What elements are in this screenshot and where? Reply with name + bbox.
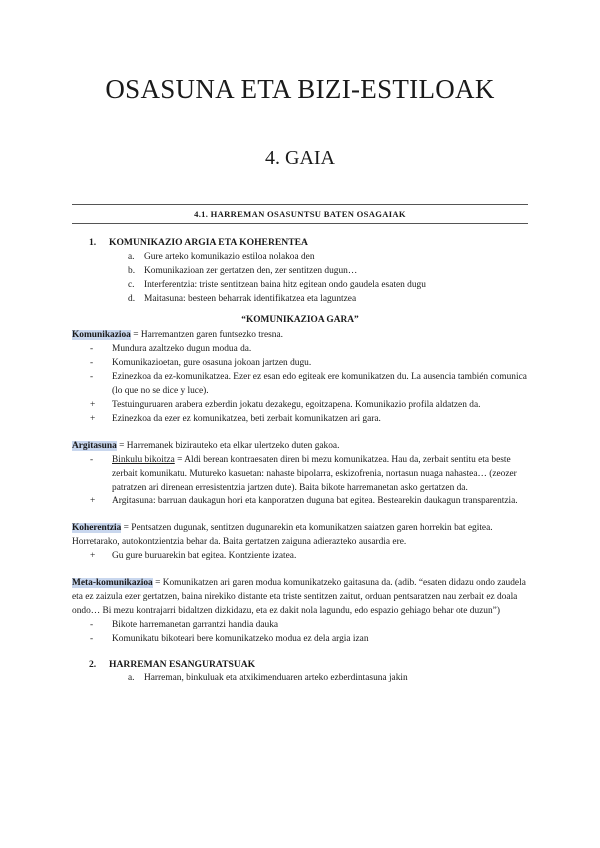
highlighted-term: Argitasuna	[72, 440, 117, 451]
komunikazioa-gara-heading: “KOMUNIKAZIOA GARA”	[241, 314, 359, 325]
underlined-term: Binkulu bikoitza	[112, 454, 175, 465]
heading-komunikazio-argia	[72, 236, 528, 250]
bullet-text: Komunikatu bikoteari bere komunikatzeko modua ez dela argia izan	[112, 633, 369, 644]
bullet-item	[72, 454, 528, 496]
list-text: Interferentzia: triste sentitzean baina hitz egitean ondo gaudela esaten dugu	[144, 279, 426, 290]
bullet-mark: -	[90, 372, 94, 383]
list-item	[72, 251, 528, 265]
chapter-title: 4. GAIA	[265, 147, 335, 169]
bullet-item	[72, 550, 528, 564]
meta-komunikazioa-definition	[72, 577, 528, 619]
bullet-text: Gu gure buruarekin bat egitea. Kontziente izatea.	[112, 551, 297, 562]
bullet-body: = Aldi berean kontraesaten diren bi mezu komunikatzea. Hau da, zerbait sentitu eta beste zerbait komunikatu. Mutureko kasuetan: nahaste bipolarra, eskizofrenia, nortasun nuaga nahastea… (zeozer patratzen ari direnean erresistentzia jartzen dute). Baita bikote harremanetan asko gertatzen da.	[112, 454, 517, 493]
document-title: OSASUNA ETA BIZI-ESTILOAK	[105, 74, 495, 104]
heading-harreman-esanguratsuak	[72, 658, 528, 672]
definition-text: = Komunikatzen ari garen modua komunikatzeko gaitasuna da. (adib. “esaten didazu ondo zaudela eta ez zaizula ezer gertatzen, baina nirekiko distante eta triste sentitzen zaitut, orduan pentsaratzen nau zerbait ez doala ondo… Bi mezu kontrajarri bidaltzen dizkidazu, eta ez dakit nola lagundu, edo espazio gehiago behar ote duzun”)	[72, 578, 526, 616]
heading-number: 1.	[89, 237, 97, 248]
bullet-text: Ezinezkoa da ez-komunikatzea. Ezer ez esan edo egiteak ere komunikatzen du. La ausencia también comunica (lo que no se dice y luce).	[112, 372, 527, 397]
list-letter: b.	[128, 265, 136, 276]
document-body	[72, 236, 528, 686]
bullet-item	[72, 371, 528, 399]
bullet-mark: -	[90, 344, 94, 355]
bullet-item	[72, 343, 528, 357]
bullet-text: Argitasuna: barruan daukagun hori eta kanporatzen duguna bat egitea. Bestearekin daukagun transparentzia.	[112, 496, 518, 507]
section-heading: 4.1. HARREMAN OSASUNTSU BATEN OSAGAIAK	[72, 204, 528, 224]
spacer	[72, 564, 528, 577]
lettered-list	[72, 251, 528, 307]
bullet-mark: -	[90, 358, 94, 369]
lettered-list	[72, 672, 528, 686]
bullet-item	[72, 399, 528, 413]
list-item	[72, 265, 528, 279]
bullet-mark: -	[90, 454, 94, 465]
highlighted-term: Komunikazioa	[72, 330, 131, 341]
bullet-item	[72, 413, 528, 427]
bullet-mark: -	[90, 619, 94, 630]
list-item	[72, 672, 528, 686]
heading-text: HARREMAN ESANGURATSUAK	[109, 658, 256, 670]
bullet-mark: -	[90, 633, 94, 644]
list-text: Harreman, binkuluak eta atxikimenduaren arteko ezberdintasuna jakin	[144, 673, 408, 684]
koherentzia-definition	[72, 522, 528, 550]
komunikazioa-definition	[72, 329, 528, 343]
list-letter: d.	[128, 293, 136, 304]
bullet-item	[72, 619, 528, 633]
list-letter: a.	[128, 251, 135, 262]
highlighted-term: Koherentzia	[72, 523, 122, 534]
bullet-text: Komunikazioetan, gure osasuna jokoan jartzen dugu.	[112, 358, 312, 369]
bullet-text: Bikote harremanetan garrantzi handia dauka	[112, 619, 279, 630]
heading-number: 2.	[89, 658, 97, 670]
bullet-item	[72, 495, 528, 509]
highlighted-term: Meta-komunikazioa	[72, 578, 153, 589]
bullet-text: Ezinezkoa da ezer ez komunikatzea, beti zerbait komunikatzen ari gara.	[112, 413, 381, 424]
bullet-item	[72, 357, 528, 371]
definition-text: = Harremanek bizirauteko eta elkar ulertzeko duten gakoa.	[116, 440, 340, 451]
bullet-item	[72, 633, 528, 647]
bullet-mark: +	[90, 399, 96, 410]
bullet-text: Testuinguruaren arabera ezberdin jokatu dezakegu, egoitzapena. Komunikazio profila aldatzen da.	[112, 399, 481, 410]
argitasuna-definition	[72, 440, 528, 454]
list-letter: a.	[128, 673, 135, 684]
list-text: Maitasuna: besteen beharrak identifikatzea eta laguntzea	[144, 293, 357, 304]
spacer	[72, 647, 528, 658]
list-item	[72, 279, 528, 293]
bullet-text: Mundura azaltzeko dugun modua da.	[112, 344, 252, 355]
bullet-text	[112, 454, 528, 496]
definition-text: = Harremantzen garen funtsezko tresna.	[130, 330, 283, 341]
heading-text: KOMUNIKAZIO ARGIA ETA KOHERENTEA	[109, 237, 308, 248]
spacer	[72, 427, 528, 440]
list-text: Gure arteko komunikazio estiloa nolakoa den	[144, 251, 315, 262]
list-text: Komunikazioan zer gertatzen den, zer sentitzen dugun…	[144, 265, 358, 276]
definition-text: = Pentsatzen dugunak, sentitzen dugunarekin eta komunikatzen saiatzen garen horrekin bat egitea. Horretarako, autokontzientzia behar da. Baita gertatzen zaiguna adierazteko ausardia ere.	[72, 523, 493, 548]
spacer	[72, 509, 528, 522]
bullet-mark: +	[90, 413, 96, 424]
list-item	[72, 293, 528, 307]
bullet-mark: +	[90, 496, 96, 507]
list-letter: c.	[128, 279, 135, 290]
bullet-mark: +	[90, 551, 96, 562]
